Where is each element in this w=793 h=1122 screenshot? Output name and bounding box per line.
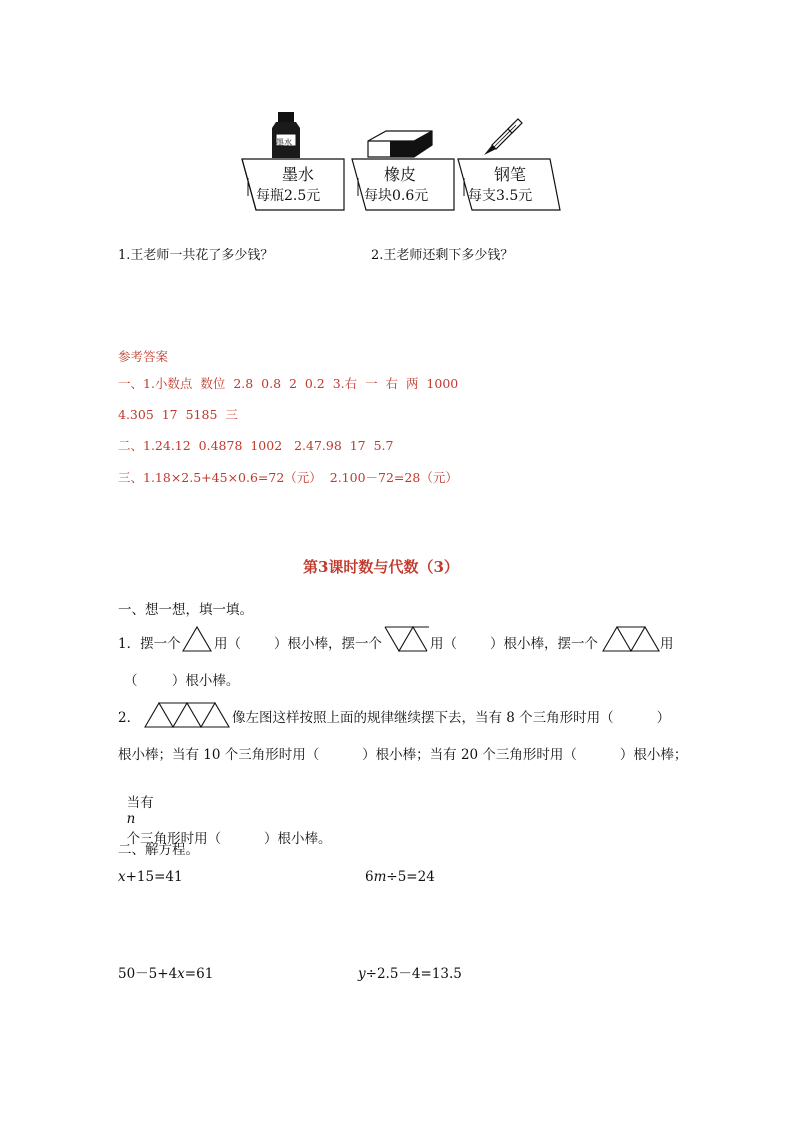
ink-bottle-label: 墨水 bbox=[276, 138, 292, 147]
answers-line-4: 三、1.18×2.5+45×0.6=72（元） 2.100－72=28（元） bbox=[118, 470, 458, 485]
q2-line-3-b: 个三角形时用（ ）根小棒。 bbox=[126, 831, 332, 847]
two-triangles-icon bbox=[384, 626, 430, 652]
ink-bottle-icon bbox=[266, 112, 306, 160]
q1-text-c: ）根小棒，摆一个 bbox=[274, 636, 382, 652]
item-price-ink: 每瓶2.5元 bbox=[256, 188, 321, 204]
q2-line-3-a: 当有 bbox=[126, 795, 154, 811]
equation-1-rest: +15=41 bbox=[125, 869, 183, 885]
equation-1 bbox=[118, 869, 183, 885]
q1-text-e: ）根小棒，摆一个 bbox=[490, 636, 598, 652]
q1-line-2: （ ）根小棒。 bbox=[124, 673, 240, 689]
item-name-ink: 墨水 bbox=[281, 165, 314, 184]
equation-2-var: m bbox=[373, 869, 387, 885]
triangle-pattern-icon bbox=[144, 702, 230, 728]
equation-1-var: x bbox=[118, 869, 126, 885]
q1-text-a: 1．摆一个 bbox=[118, 636, 181, 652]
variable-n: n bbox=[126, 811, 136, 827]
part1-heading: 一、想一想，填一填。 bbox=[118, 602, 253, 618]
item-price-pen: 每支3.5元 bbox=[468, 188, 533, 204]
three-triangles-icon bbox=[602, 626, 660, 652]
q2-line-2: 根小棒；当有 10 个三角形时用（ ）根小棒；当有 20 个三角形时用（ ）根小棒； bbox=[118, 747, 688, 763]
item-price-eraser: 每块0.6元 bbox=[364, 188, 429, 204]
answers-line-1: 一、1.小数点 数位 2.8 0.8 2 0.2 3.右 一 右 两 1000 bbox=[118, 376, 459, 391]
fountain-pen-icon bbox=[478, 117, 524, 157]
one-triangle-icon bbox=[182, 626, 212, 652]
answers-line-2: 4.305 17 5185 三 bbox=[118, 407, 238, 422]
equation-4-rest: ÷2.5－4=13.5 bbox=[365, 966, 462, 982]
q1-text-d: 用（ bbox=[430, 636, 457, 652]
equation-3-var: x bbox=[177, 966, 185, 982]
q2-text: 像左图这样按照上面的规律继续摆下去，当有 8 个三角形时用（ ） bbox=[232, 710, 671, 726]
equation-3-rest: =61 bbox=[184, 966, 214, 982]
equation-2-a: 6 bbox=[365, 869, 374, 885]
equation-2-rest: ÷5=24 bbox=[386, 869, 435, 885]
item-name-eraser: 橡皮 bbox=[383, 165, 416, 184]
equation-2 bbox=[365, 869, 435, 885]
question-1: 1.王老师一共花了多少钱？ bbox=[118, 248, 274, 263]
part2-heading: 二、解方程。 bbox=[118, 842, 199, 858]
answers-line-3: 二、1.24.12 0.4878 1002 2.47.98 17 5.7 bbox=[118, 438, 394, 453]
equation-4-var: y bbox=[358, 966, 366, 982]
answers-heading: 参考答案 bbox=[118, 349, 169, 364]
equation-3 bbox=[118, 962, 213, 982]
q1-text-b: 用（ bbox=[214, 636, 241, 652]
q2-line-3 bbox=[118, 775, 332, 847]
q2-number: 2． bbox=[118, 710, 141, 726]
item-name-pen: 钢笔 bbox=[493, 165, 526, 184]
q1-text-f: 用 bbox=[660, 636, 674, 652]
equation-3-a: 50－5+4 bbox=[118, 966, 178, 982]
lesson-title: 第3课时数与代数（3） bbox=[303, 558, 459, 576]
equation-4 bbox=[358, 962, 462, 982]
eraser-icon bbox=[366, 127, 434, 159]
question-2: 2.王老师还剩下多少钱？ bbox=[371, 248, 514, 263]
